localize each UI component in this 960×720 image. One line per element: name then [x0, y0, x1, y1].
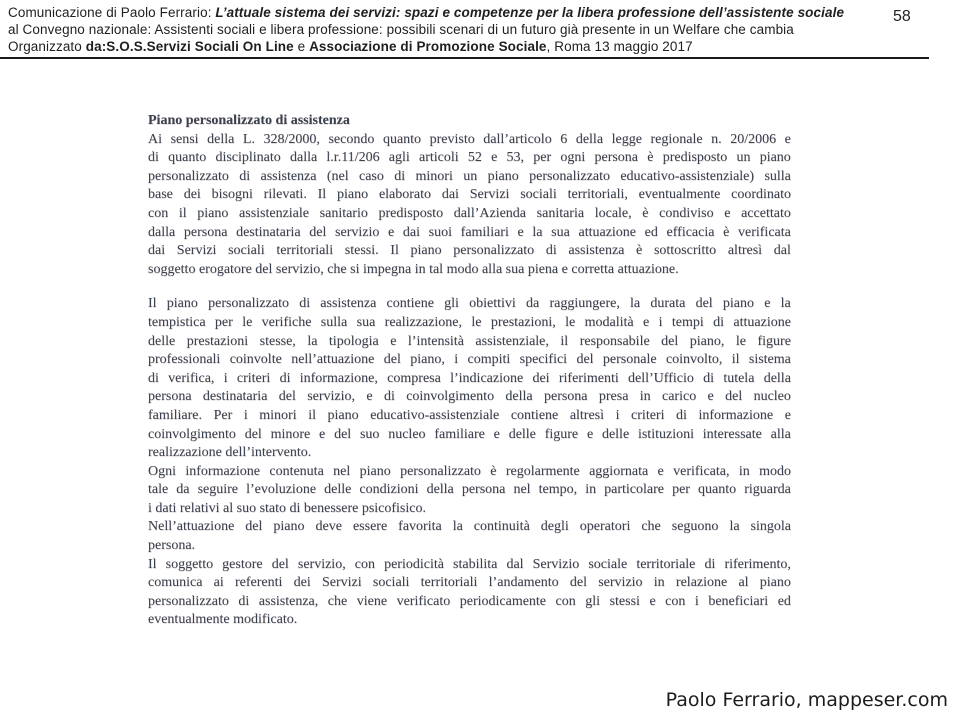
document-line: eventualmente modificato.: [148, 612, 298, 628]
organizer-1: da:S.O.S.Servizi Sociali On Line: [85, 39, 294, 54]
document-line: Ogni informazione contenuta nel piano personalizzato è regolarmente aggiornata e verificata, in modo: [148, 463, 791, 479]
header-line-2: al Convegno nazionale: Assistenti sociali e libera professione: possibili scenari di un futuro già presente in un Welfare che cambia: [8, 22, 794, 37]
document-line: base dei bisogni rilevati. Il piano elaborato dai Servizi sociali territoriali, eventualmente coordinato: [148, 187, 791, 203]
document-line: soggetto erogatore del servizio, che si impegna in tal modo alla sua piena e corretta attuazione.: [148, 261, 679, 277]
document-title: Piano personalizzato di assistenza: [148, 113, 350, 128]
header-line-1-prefix: Comunicazione di Paolo Ferrario:: [8, 5, 216, 20]
document-line: tale da seguire l’evoluzione delle condizioni della persona nel tempo, in particolare per quanto riguarda: [148, 482, 791, 498]
document-line: dai Servizi sociali territoriali stessi. Il piano personalizzato di assistenza è sottoscritto altresì dal: [148, 243, 791, 259]
document-line: dalla persona destinataria del servizio e dai suoi familiari e la sua attuazione ed efficacia è verificata: [148, 224, 791, 240]
scanned-document: [148, 112, 791, 630]
page-number: 58: [893, 8, 911, 25]
footer-credit: Paolo Ferrario, mappeser.com: [665, 689, 948, 711]
header-line-3: [8, 38, 864, 55]
document-line: realizzazione dell’intervento.: [148, 445, 312, 461]
header-line-3-part-4: , Roma 13 maggio 2017: [546, 39, 693, 54]
document-line: personalizzato di assistenza, che viene verificato periodicamente con gli stessi e con i beneficiari ed: [148, 593, 791, 609]
document-line: di quanto disciplinato dalla l.r.11/206 agli articoli 52 e 53, per ogni persona è predisposto un piano: [148, 150, 791, 166]
document-line: tempistica per le verifiche sulla sua realizzazione, le prestazioni, le modalità e i tempi di attuazione: [148, 314, 791, 330]
document-line: persona destinataria del servizio, e di coinvolgimento della persona presa in carico e del nucleo: [148, 389, 791, 405]
document-line: comunica ai referenti dei Servizi sociali territoriali l’andamento del servizio in relazione al piano: [148, 575, 791, 591]
organizer-2: Associazione di Promozione Sociale: [309, 39, 547, 54]
header-line-3-part-2: e: [293, 39, 310, 54]
header-line-3-part-0: Organizzato: [8, 39, 86, 54]
document-line: personalizzato di assistenza (nel caso di minori un piano personalizzato educativo-assistenziale) sulla: [148, 168, 791, 184]
talk-title: L’attuale sistema dei servizi: spazi e competenze per la libera professione dell’assistente sociale: [215, 5, 845, 20]
header-divider: [0, 57, 929, 59]
document-line: con il piano assistenziale sanitario predisposto dall’Azienda sanitaria locale, è condiviso e accettato: [148, 205, 791, 221]
document-line: Il piano personalizzato di assistenza contiene gli obiettivi da raggiungere, la durata del piano e la: [148, 296, 791, 312]
document-line: Nell’attuazione del piano deve essere favorita la continuità degli operatori che seguono la singola: [148, 519, 791, 535]
document-line: Ai sensi della L. 328/2000, secondo quanto previsto dall’articolo 6 della legge regionale n. 20/2006 e: [148, 131, 791, 147]
document-line: persona.: [148, 538, 196, 554]
document-line: familiare. Per i minori il piano educativo-assistenziale contiene altresì i criteri di informazione e: [148, 407, 791, 423]
document-line: di verifica, i criteri di informazione, compresa l’indicazione dei riferimenti dell’Ufficio di tutela della: [148, 370, 791, 386]
document-line: Il soggetto gestore del servizio, con periodicità stabilita dal Servizio sociale territoriale di riferimento,: [148, 556, 791, 572]
document-line: i dati relativi al suo stato di benessere psicofisico.: [148, 500, 426, 516]
header-line-1: [8, 4, 864, 21]
document-line: coinvolgimento del minore e del suo nucleo familiare e delle figure e delle istituzioni interessate alla: [148, 426, 791, 442]
document-line: delle prestazioni stesse, la tipologia e l’intensità assistenziale, il responsabile del piano, le figure: [148, 333, 791, 349]
document-body: [148, 131, 791, 630]
slide-header: [8, 4, 864, 55]
document-line: professionali coinvolte nell’attuazione del piano, i compiti specifici del personale coinvolto, il sistema: [148, 352, 791, 368]
